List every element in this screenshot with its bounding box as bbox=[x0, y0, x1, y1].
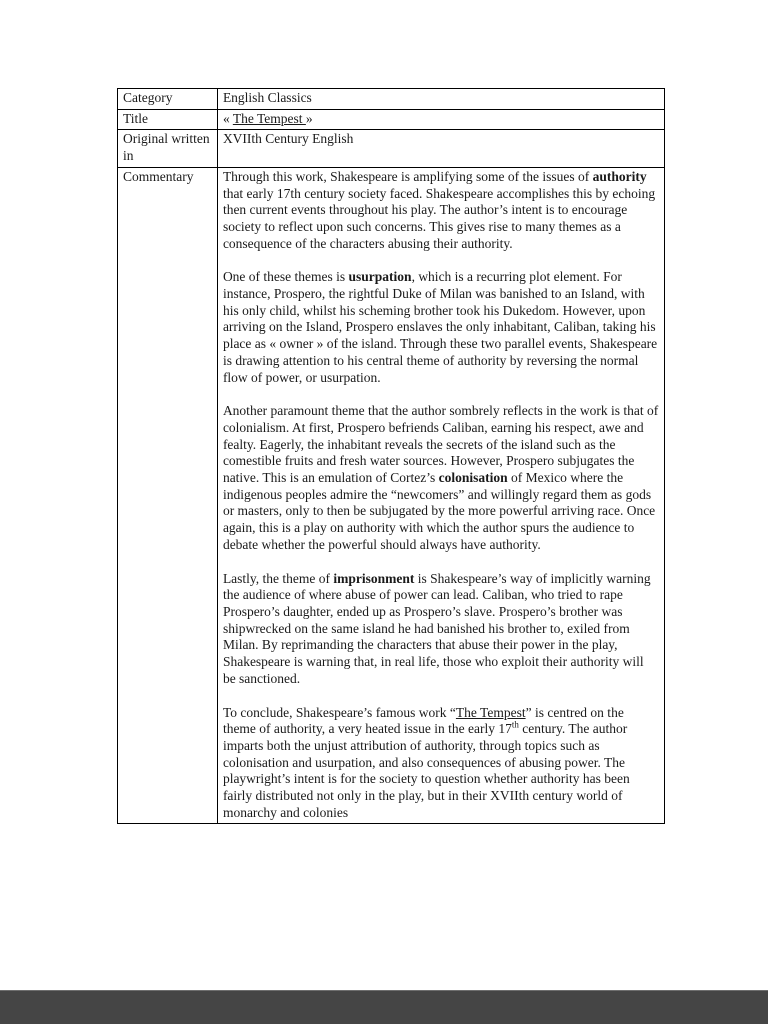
commentary-paragraph bbox=[223, 705, 659, 822]
text-segment: The Tempest bbox=[455, 704, 526, 720]
text-segment: English Classics bbox=[222, 90, 312, 105]
row-value-category bbox=[217, 89, 664, 110]
commentary-paragraph bbox=[223, 571, 659, 688]
commentary-paragraph bbox=[223, 403, 659, 553]
row-label-original-written-in: Original written in bbox=[118, 130, 218, 167]
text-segment: imprisonment bbox=[333, 570, 415, 586]
text-segment: th bbox=[511, 719, 519, 730]
text-segment: is Shakespeare’s way of implicitly warning the audience of where abuse of power can lead. Caliban, who tried to rape Prospero’s daughter, ended up as Prospero’s slave. Prospero’s brother was shipwrecked on the same island he had banished his brother to, exiled from Milan. By reprimanding the characters that abuse their power in the play, Shakespeare is warning that, in real life, those who exploit their authority will be sanctioned. bbox=[222, 570, 651, 686]
text-segment: colonisation bbox=[438, 470, 508, 486]
text-segment: The Tempest bbox=[232, 110, 306, 126]
text-segment: authority bbox=[592, 168, 647, 184]
text-segment: century. The author imparts both the unjust attribution of authority, through topics such as colonisation and usurpation, and also consequences of abusing power. The playwright’s intent is for the society to question whether authority has been fairly distributed not only in the play, but in their XVIIth century world of monarchy and colonies bbox=[222, 721, 630, 820]
text-segment: Through this work, Shakespeare is amplifying some of the issues of bbox=[222, 168, 593, 184]
table-row bbox=[118, 130, 665, 167]
row-label-title: Title bbox=[118, 109, 218, 130]
commentary-text bbox=[217, 167, 664, 824]
text-segment: » bbox=[305, 110, 313, 126]
text-segment: usurpation bbox=[348, 269, 412, 285]
text-segment: ” is centred on the theme of authority, a very heated issue in the early 17 bbox=[222, 704, 624, 737]
text-segment: To conclude, Shakespeare’s famous work “ bbox=[222, 704, 456, 720]
row-value-title bbox=[217, 109, 664, 130]
text-segment: XVIIth Century English bbox=[222, 131, 354, 147]
text-segment: Another paramount theme that the author sombrely reflects in the work is that of colonialism. At first, Prospero befriends Caliban, earning his respect, awe and fealty. Eagerly, the inhabitant reveals the secrets of the island such as the comestible fruits and fresh water sources. However, Prospero subjugates the native. This is an emulation of Cortez’s bbox=[222, 403, 659, 486]
text-segment: Lastly, the theme of bbox=[222, 570, 334, 586]
table-row bbox=[118, 89, 665, 110]
row-value-original-written-in bbox=[217, 130, 664, 167]
text-segment: One of these themes is bbox=[222, 269, 349, 285]
row-label-commentary: Commentary bbox=[118, 167, 218, 824]
table-row bbox=[118, 167, 665, 824]
text-segment: « bbox=[222, 110, 233, 126]
text-segment: that early 17th century society faced. Shakespeare accomplishes this by echoing then current events throughout his play. The author’s intent is to encourage society to reflect upon such concerns. This gives rise to many themes as a consequence of the characters abusing their authority. bbox=[222, 185, 656, 251]
text-segment: , which is a recurring plot element. For instance, Prospero, the rightful Duke of Milan was banished to an Island, with his only child, whilst his scheming brother took his Dukedom. However, upon arriving on the Island, Prospero enslaves the only inhabitant, Caliban, taking his place as « owner » of the island. Through these two parallel events, Shakespeare is drawing attention to his central theme of authority by reversing the normal flow of power, or usurpation. bbox=[222, 269, 658, 385]
commentary-paragraph bbox=[223, 269, 659, 386]
commentary-paragraph bbox=[223, 169, 659, 253]
row-label-category: Category bbox=[118, 89, 218, 110]
table-row bbox=[118, 109, 665, 130]
page-bottom-band bbox=[0, 990, 768, 1024]
document-table bbox=[117, 88, 665, 824]
text-segment: of Mexico where the indigenous peoples admire the “newcomers” and willingly regard them as gods or masters, only to then be subjugated by the more powerful arriving race. Once again, this is a play on authority with which the author spurs the audience to debate whether the powerful should always have authority. bbox=[222, 470, 656, 552]
